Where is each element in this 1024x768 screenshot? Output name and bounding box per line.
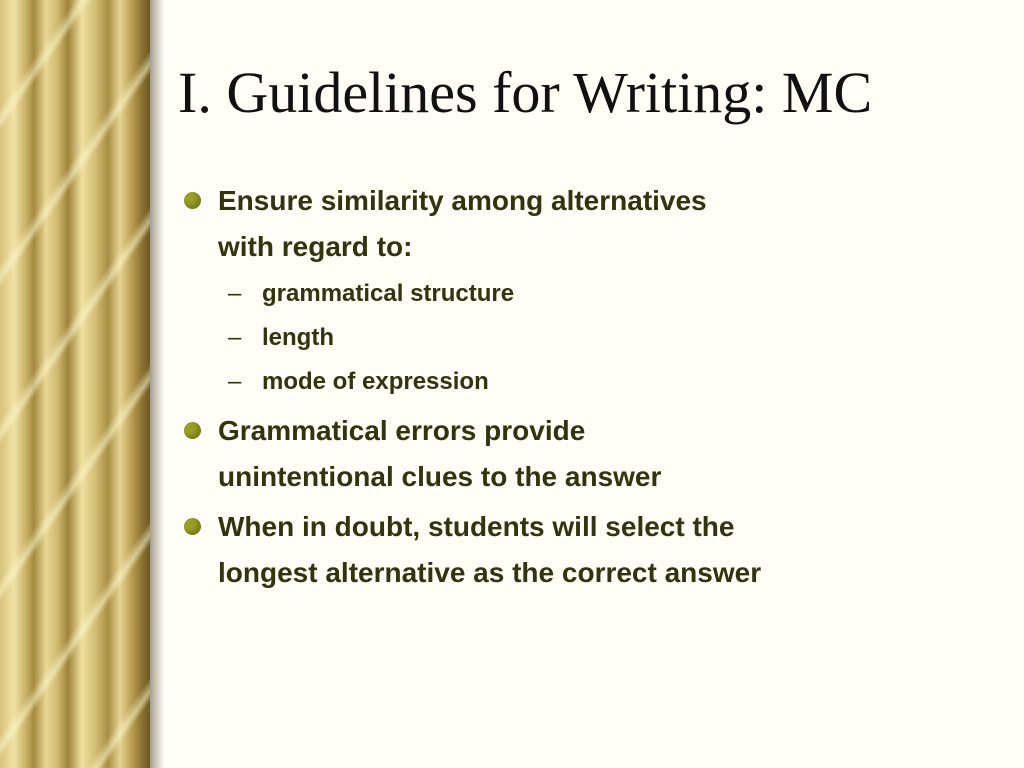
column-shadow [150, 0, 164, 768]
sub-item [218, 316, 900, 360]
round-bullet-icon [184, 518, 201, 535]
bullet-item-1 [180, 178, 900, 404]
bullet-line: unintentional clues to the answer [218, 461, 662, 492]
bullet-item-3 [180, 504, 900, 596]
bullet-line: longest alternative as the correct answer [218, 557, 762, 588]
round-bullet-icon [184, 422, 201, 439]
bullet-line: When in doubt, students will select the [218, 511, 735, 542]
dash-marker: – [228, 280, 242, 307]
sub-item-text: mode of expression [262, 368, 489, 395]
bullet-item-2 [180, 408, 900, 500]
round-bullet-icon [184, 192, 201, 209]
gold-column-border [0, 0, 150, 768]
bullet-line: Grammatical errors provide [218, 415, 586, 446]
dash-marker: – [228, 368, 242, 395]
dash-marker: – [228, 324, 242, 351]
sub-item-text: length [262, 324, 334, 351]
sub-item [218, 360, 900, 404]
slide-body [180, 178, 900, 600]
slide-title: I. Guidelines for Writing: MC [178, 60, 873, 125]
bullet-line: Ensure similarity among alternatives [218, 185, 707, 216]
bullet-list [180, 178, 900, 596]
sub-list [218, 272, 900, 404]
sub-item-text: grammatical structure [262, 280, 515, 307]
bullet-line: with regard to: [218, 231, 413, 262]
sub-item [218, 272, 900, 316]
